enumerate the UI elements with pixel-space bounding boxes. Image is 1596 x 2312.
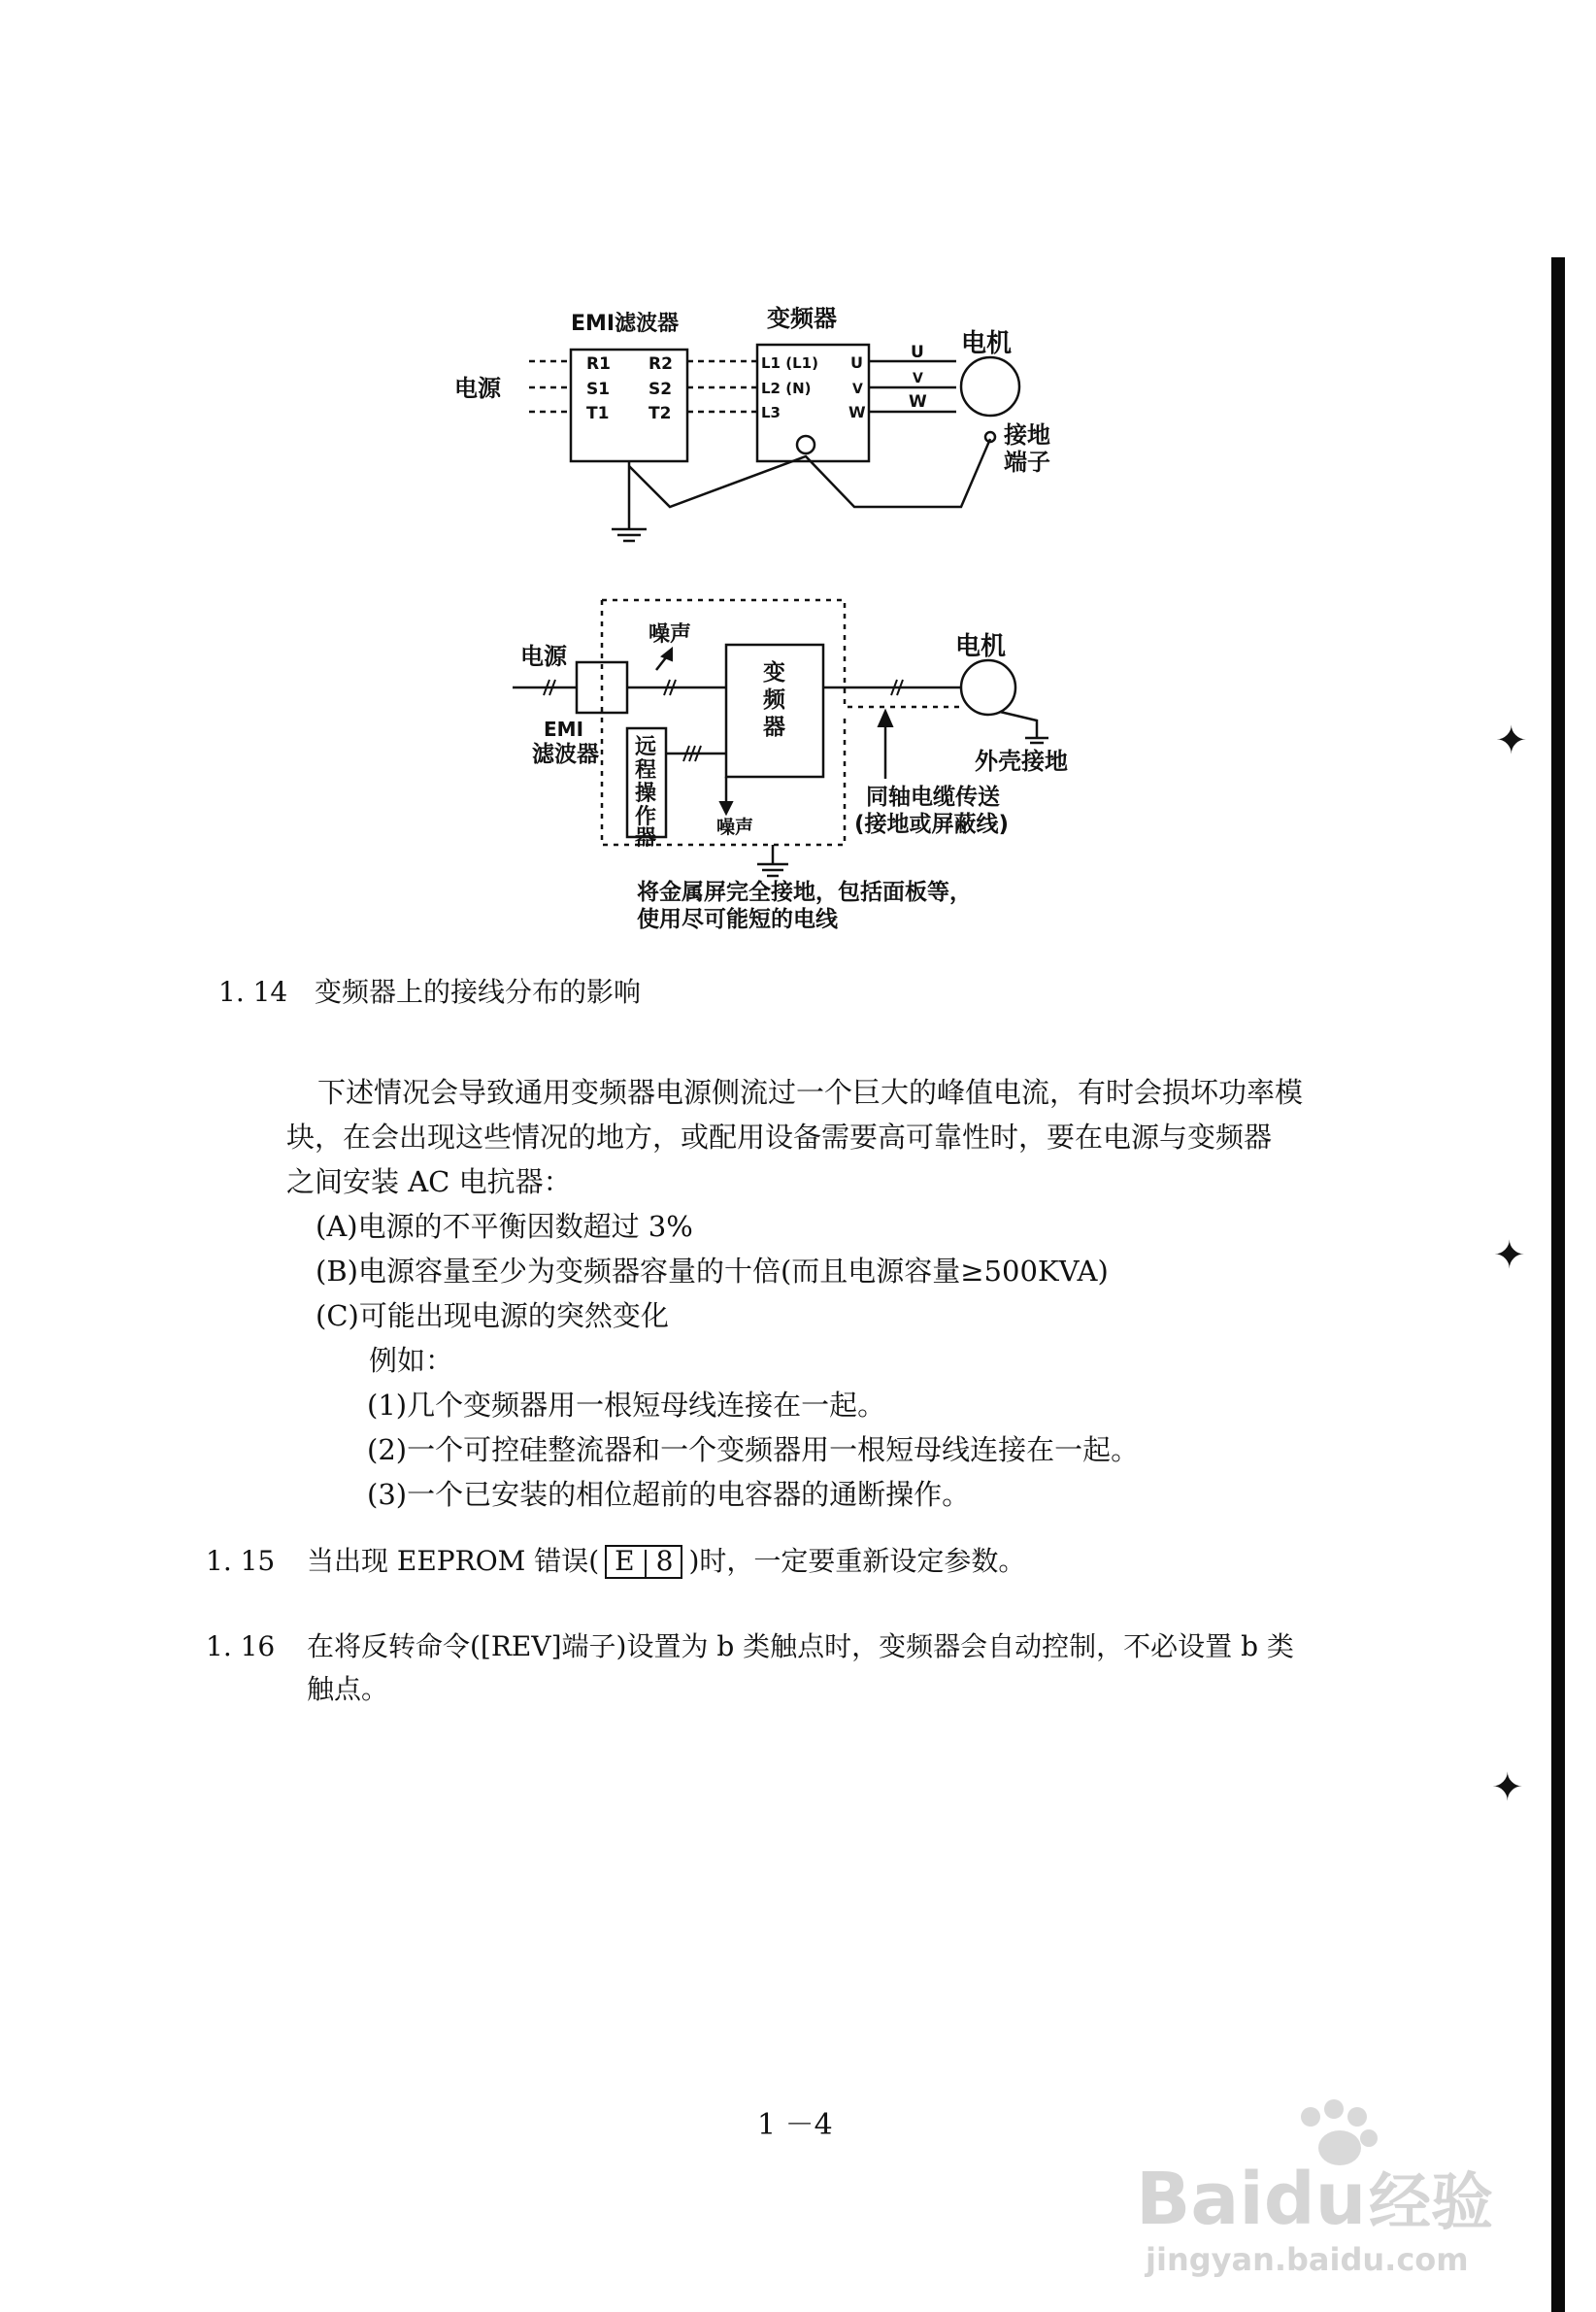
paw-logo-icon: [1301, 2099, 1378, 2165]
list-item-c: (C)可能出现电源的突然变化: [316, 1299, 669, 1332]
section-line-2: 触点。: [307, 1673, 389, 1705]
para-line-3: 之间安装 AC 电抗器：: [286, 1165, 572, 1198]
diagram2-marks: [544, 649, 903, 814]
error-code-digit: 8: [655, 1545, 674, 1577]
example-label: 例如：: [369, 1344, 454, 1377]
scan-mark: ✦: [1495, 719, 1528, 763]
wiring-diagrams: [0, 0, 1596, 971]
section-text: [307, 1542, 1025, 1581]
example-2: (2)一个可控硅整流器和一个变频器用一根短母线连接在一起。: [367, 1433, 1140, 1466]
emi-label-line1: EMI: [544, 718, 584, 741]
remote-char-5: 器: [635, 826, 657, 851]
inv-in-l3: L3: [761, 404, 781, 421]
section-number: 1. 16: [206, 1630, 276, 1662]
inv-out-w: W: [848, 403, 866, 421]
noise-bottom-label: 噪声: [716, 817, 754, 838]
section-number: 1. 15: [206, 1545, 276, 1577]
section-title: 变频器上的接线分布的影响: [315, 976, 642, 1008]
remote-char-3: 操: [635, 782, 657, 806]
remote-char-2: 程: [635, 758, 657, 783]
emi-filter-title: EMI滤波器: [571, 312, 680, 336]
coax-note-line1: 同轴电缆传送: [866, 785, 1000, 810]
eeprom-text-before: 当出现 EEPROM 错误(: [307, 1545, 600, 1577]
inverter-char-2: 频: [763, 687, 785, 713]
shield-note-line1: 将金属屏完全接地，包括面板等，: [637, 880, 972, 905]
emi-label-line2: 滤波器: [532, 742, 599, 767]
remote-char-1: 远: [635, 735, 657, 759]
inv-in-l1: L1 (L1): [761, 354, 818, 372]
power-label-2: 电源: [520, 643, 567, 670]
shield-note-line2: 使用尽可能短的电线: [637, 907, 838, 932]
watermark-brand-cn: 经验: [1369, 2167, 1493, 2239]
error-code-display: [605, 1545, 682, 1579]
coax-note-line2: (接地或屏蔽线): [854, 812, 1010, 837]
page-number: 1 －4: [757, 2108, 833, 2142]
out-label-u: U: [911, 343, 924, 362]
filter-out-s2: S2: [648, 380, 673, 399]
filter-in-s1: S1: [586, 380, 611, 399]
motor-symbol-2: [961, 660, 1015, 715]
out-label-v: V: [913, 371, 923, 386]
inverter-title: 变频器: [767, 305, 837, 332]
filter-in-r1: R1: [586, 354, 611, 374]
scan-mark: ✦: [1491, 1765, 1524, 1810]
scan-mark: ✦: [1493, 1233, 1526, 1278]
inverter-char-1: 变: [763, 660, 785, 686]
filter-out-r2: R2: [648, 354, 673, 374]
watermark-url: jingyan.baidu.com: [1146, 2241, 1469, 2278]
watermark-brand: Baidu: [1136, 2158, 1367, 2241]
inverter-char-3: 器: [763, 715, 785, 740]
case-ground-label: 外壳接地: [975, 748, 1068, 775]
ground-terminal-label-1: 接地: [1004, 421, 1050, 449]
motor-symbol: [961, 357, 1019, 416]
motor-label-2: 电机: [955, 632, 1007, 661]
example-3: (3)一个已安装的相位超前的电容器的通断操作。: [367, 1478, 971, 1511]
filter-out-t2: T2: [648, 404, 672, 423]
error-code-letter: E: [615, 1545, 635, 1577]
para-line-1: 下述情况会导致通用变频器电源侧流过一个巨大的峰值电流，有时会损坏功率模: [317, 1076, 1304, 1109]
list-item-a: (A)电源的不平衡因数超过 3%: [316, 1210, 693, 1243]
baidu-watermark: [1126, 2088, 1534, 2282]
ground-terminal-label-2: 端子: [1004, 449, 1050, 476]
power-label-1: 电源: [454, 375, 501, 402]
list-item-b: (B)电源容量至少为变频器容量的十倍(而且电源容量≥500KVA): [316, 1255, 1109, 1288]
section-number: 1. 14: [218, 976, 288, 1008]
inv-out-v: V: [852, 382, 863, 397]
filter-in-t1: T1: [586, 404, 610, 423]
para-line-2: 块，在会出现这些情况的地方，或配用设备需要高可靠性时，要在电源与变频器: [286, 1121, 1273, 1154]
eeprom-text-after: )时，一定要重新设定参数。: [688, 1545, 1026, 1577]
noise-top-label: 噪声: [648, 622, 692, 647]
section-line-1: 在将反转命令([REV]端子)设置为 b 类触点时，变频器会自动控制，不必设置 b 类: [307, 1630, 1294, 1662]
motor-label-1: 电机: [961, 329, 1013, 358]
inv-in-l2: L2 (N): [761, 380, 812, 397]
remote-char-4: 作: [635, 805, 657, 829]
example-1: (1)几个变频器用一根短母线连接在一起。: [367, 1389, 886, 1422]
diagram-emi-wiring: [529, 345, 1019, 541]
inv-out-u: U: [850, 353, 863, 372]
out-label-w: W: [909, 392, 927, 412]
